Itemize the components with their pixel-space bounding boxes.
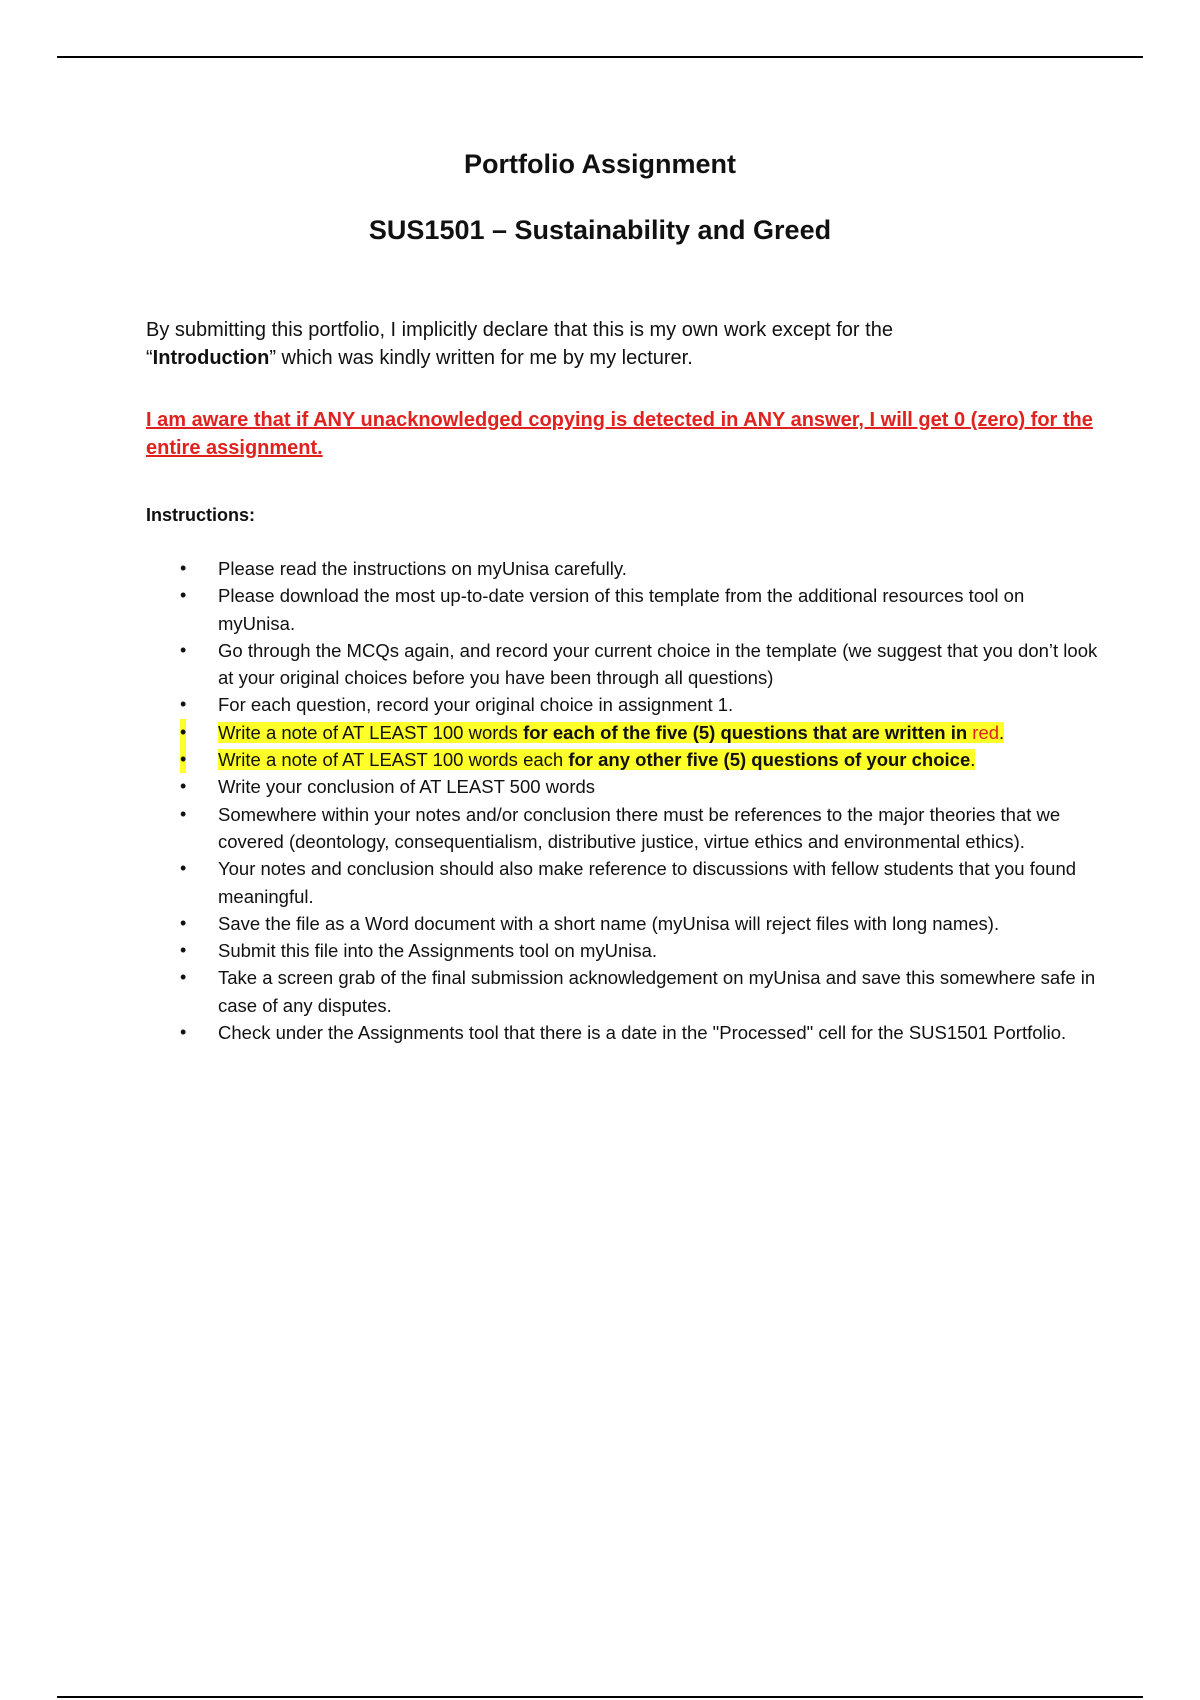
list-item-text: Submit this file into the Assignments tool on myUnisa.: [218, 940, 658, 962]
highlight-text-red: red: [972, 721, 1000, 743]
bullet-icon: •: [180, 1022, 187, 1043]
list-item-text: Please download the most up-to-date version of this template from the additional resources tool on myUnisa.: [218, 585, 1025, 634]
list-item-text: Somewhere within your notes and/or conclusion there must be references to the major theories that we covered (deontology, consequentialism, distributive justice, virtue ethics and environmental ethics).: [218, 803, 1061, 852]
bullet-icon: •: [180, 746, 186, 773]
list-item-text: Go through the MCQs again, and record your current choice in the template (we suggest that you don’t look at your original choices before you have been through all questions): [218, 639, 1098, 689]
list-item-text: Write your conclusion of AT LEAST 500 words: [218, 776, 596, 798]
bullet-icon: •: [180, 912, 187, 933]
declaration-open-quote: “: [146, 347, 153, 369]
list-item: [146, 801, 1106, 856]
instructions-heading: Instructions:: [146, 505, 256, 525]
list-item: [146, 555, 1106, 582]
highlight-text-period: .: [999, 721, 1005, 743]
highlight-text-bold: for each of the five (5) questions that are written in: [523, 721, 973, 743]
bullet-icon: •: [180, 967, 187, 988]
declaration-bold-word: Introduction: [152, 347, 270, 369]
header-rule: [57, 56, 1143, 58]
plagiarism-warning: I am aware that if ANY unacknowledged copying is detected in ANY answer, I will get 0 (zero) for the entire assignment.: [146, 409, 1093, 459]
highlight-text-plain: Write a note of AT LEAST 100 words each: [218, 749, 569, 771]
instructions-list: [146, 555, 1106, 1046]
bullet-icon: •: [180, 558, 187, 578]
highlight-text-period: .: [970, 749, 976, 771]
list-item-text: Your notes and conclusion should also make reference to discussions with fellow students that you found meaningful.: [218, 858, 1077, 907]
list-item-text: Take a screen grab of the final submission acknowledgement on myUnisa and save this somewhere safe in case of any disputes.: [218, 967, 1096, 1016]
list-item: [146, 855, 1106, 910]
list-item: [146, 582, 1106, 637]
bullet-icon: •: [180, 940, 187, 961]
bullet-icon: •: [180, 585, 187, 606]
list-item: [146, 964, 1106, 1019]
list-item: [146, 691, 1106, 718]
list-item: [146, 937, 1106, 964]
list-item: [146, 1019, 1106, 1046]
bullet-icon: •: [180, 639, 187, 660]
list-item-text: Check under the Assignments tool that there is a date in the "Processed" cell for the SUS1501 Portfolio.: [218, 1022, 1067, 1044]
declaration-line1: By submitting this portfolio, I implicitly declare that this is my own work except for the: [146, 319, 893, 341]
list-item-text: For each question, record your original choice in assignment 1.: [218, 694, 734, 716]
bullet-icon: •: [180, 858, 187, 879]
footer-rule: [57, 1696, 1143, 1698]
bullet-icon: •: [180, 694, 187, 715]
highlight-text-bold: for any other five (5) questions of your choice: [568, 749, 971, 771]
list-item-highlighted: [146, 746, 1106, 773]
document-subtitle: SUS1501 – Sustainability and Greed: [368, 215, 832, 245]
list-item-text: Please read the instructions on myUnisa carefully.: [218, 558, 627, 579]
bullet-icon: •: [180, 719, 186, 746]
declaration-rest: ” which was kindly written for me by my lecturer.: [269, 347, 693, 369]
bullet-icon: •: [180, 776, 187, 797]
list-item: [146, 637, 1106, 692]
bullet-icon: •: [180, 803, 187, 824]
list-item: [146, 910, 1106, 937]
document-title: Portfolio Assignment: [463, 149, 736, 179]
declaration-paragraph: [146, 316, 1096, 372]
highlight-text-plain: Write a note of AT LEAST 100 words: [218, 721, 524, 743]
list-item: [146, 773, 1106, 800]
list-item-highlighted: [146, 719, 1106, 746]
list-item-text: Save the file as a Word document with a short name (myUnisa will reject files with long names).: [218, 912, 1000, 934]
